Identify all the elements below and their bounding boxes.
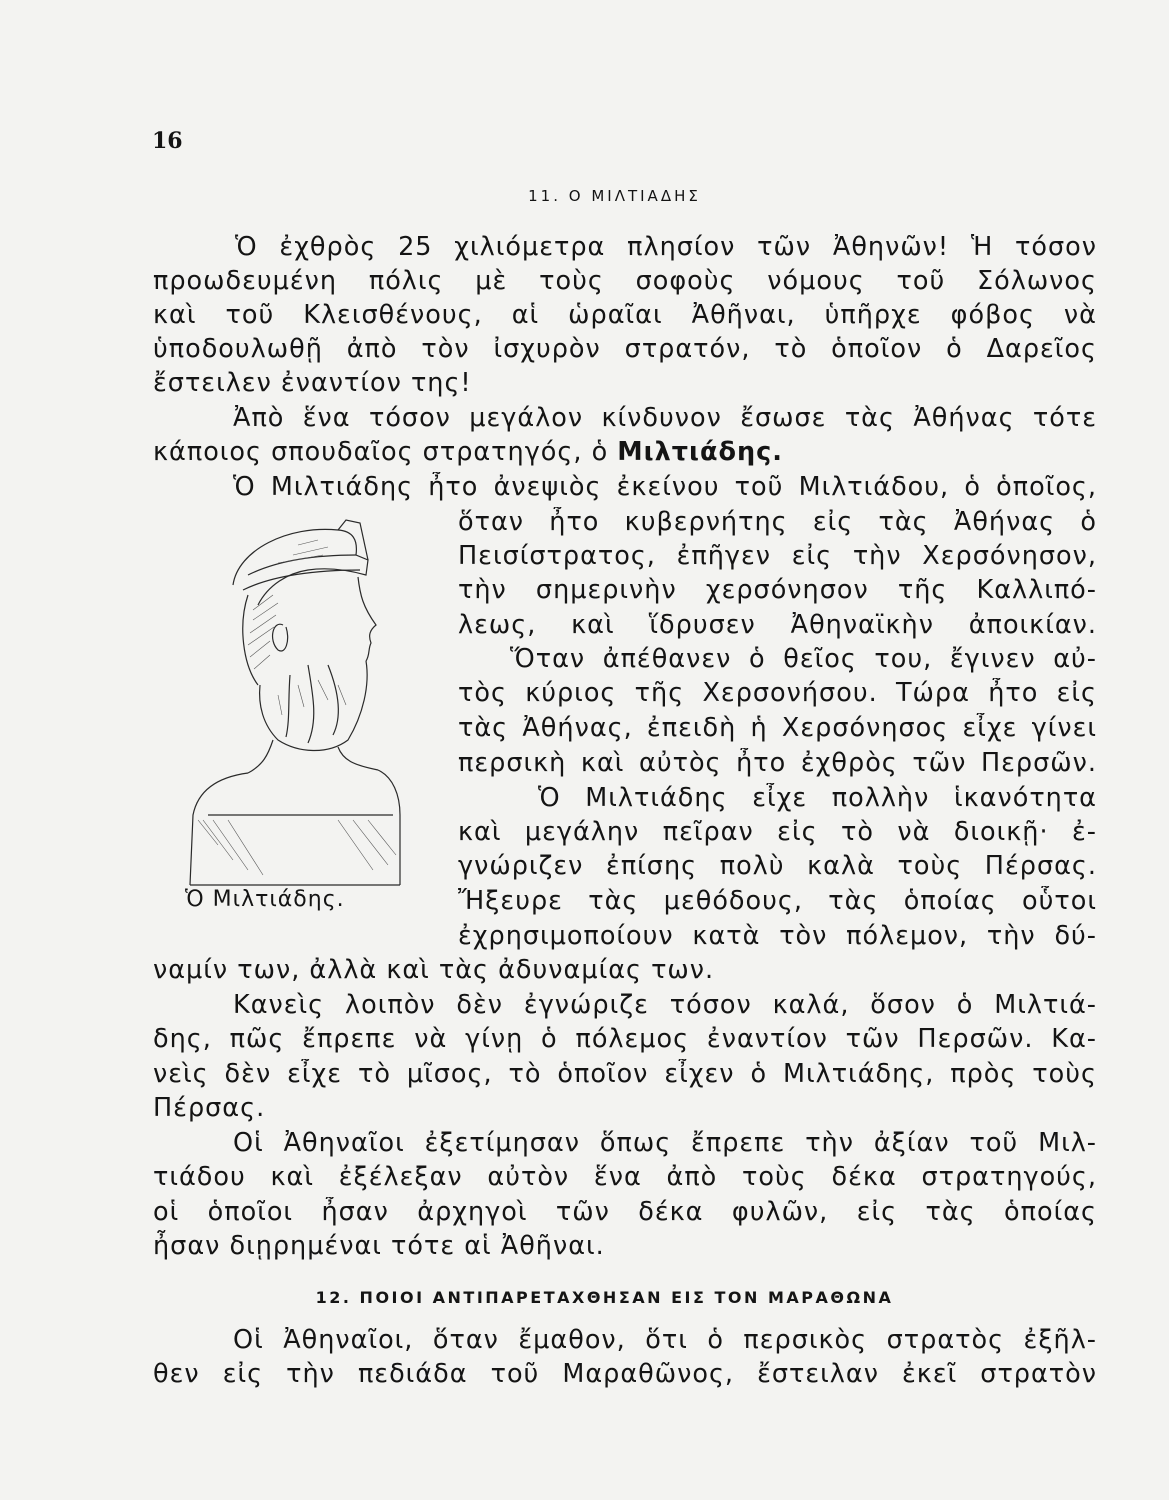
text-line: τὸς κύριος τῆς Χερσονήσου. Τώρα ἦτο εἰς [458, 678, 1097, 708]
text-line-with-name [153, 437, 783, 467]
text-line: Ἤξευρε τὰς μεθόδους, τὰς ὁποίας οὗτοι [458, 886, 1097, 916]
text-line: Ὅταν ἀπέθανεν ὁ θεῖος του, ἔγινεν αὐ- [510, 644, 1097, 674]
text-line: ὑποδουλωθῇ ἀπὸ τὸν ἰσχυρὸν στρατόν, τὸ ὁποῖον ὁ Δαρεῖος [153, 334, 1097, 364]
text-line: Κανεὶς λοιπὸν δὲν ἐγνώριζε τόσον καλά, ὅσον ὁ Μιλτιά- [233, 990, 1097, 1020]
text-line: νεὶς δὲν εἶχε τὸ μῖσος, τὸ ὁποῖον εἶχεν ὁ Μιλτιάδης, πρὸς τοὺς [153, 1059, 1097, 1089]
figure-caption: Ὁ Μιλτιάδης. [185, 887, 345, 912]
page-number: 16 [152, 128, 183, 154]
bold-name: Μιλτιάδης. [617, 437, 783, 467]
text-line: γνώριζεν ἐπίσης πολὺ καλὰ τοὺς Πέρσας. [458, 851, 1097, 881]
text-line: Ὁ ἐχθρὸς 25 χιλιόμετρα πλησίον τῶν Ἀθηνῶν! Ἡ τόσον [235, 232, 1097, 262]
text-line: τιάδου καὶ ἐξέλεξαν αὐτὸν ἕνα ἀπὸ τοὺς δέκα στρατηγούς, [153, 1162, 1097, 1192]
text-line: Ὁ Μιλτιάδης εἶχε πολλὴν ἱκανότητα [538, 783, 1097, 813]
text-line: καὶ τοῦ Κλεισθένους, αἱ ὡραῖαι Ἀθῆναι, ὑπῆρχε φόβος νὰ [153, 300, 1097, 330]
text-line: ναμίν των, ἀλλὰ καὶ τὰς ἀδυναμίας των. [153, 955, 715, 985]
text-line: ἦσαν διῃρημέναι τότε αἱ Ἀθῆναι. [153, 1231, 605, 1261]
text-line: ἐχρησιμοποίουν κατὰ τὸν πόλεμον, τὴν δύ- [458, 921, 1097, 951]
text-line: θεν εἰς τὴν πεδιάδα τοῦ Μαραθῶνος, ἔστειλαν ἐκεῖ στρατὸν [153, 1359, 1097, 1389]
text-line: ὅταν ἦτο κυβερνήτης εἰς τὰς Ἀθήνας ὁ [458, 507, 1097, 537]
section-heading-11: 11. Ο ΜΙΛΤΙΑΔΗΣ [528, 187, 701, 205]
text-line: Οἱ Ἀθηναῖοι ἐξετίμησαν ὅπως ἔπρεπε τὴν ἀξίαν τοῦ Μιλ- [233, 1128, 1097, 1158]
text-line: Οἱ Ἀθηναῖοι, ὅταν ἔμαθον, ὅτι ὁ περσικὸς στρατὸς ἐξῆλ- [233, 1325, 1097, 1355]
text-line: καὶ μεγάλην πεῖραν εἰς τὸ νὰ διοικῇ· ἐ- [458, 817, 1097, 847]
text-line: δης, πῶς ἔπρεπε νὰ γίνῃ ὁ πόλεμος ἐναντίον τῶν Περσῶν. Κα- [153, 1024, 1097, 1054]
text-fragment: κάποιος σπουδαῖος στρατηγός, ὁ [153, 437, 609, 467]
text-line: οἱ ὁποῖοι ἦσαν ἀρχηγοὶ τῶν δέκα φυλῶν, εἰς τὰς ὁποίας [153, 1197, 1097, 1227]
text-line: ἔστειλεν ἐναντίον της! [153, 368, 472, 398]
text-line: περσικὴ καὶ αὐτὸς ἦτο ἐχθρὸς τῶν Περσῶν. [458, 748, 1097, 778]
miltiades-bust-illustration [178, 515, 408, 890]
text-line: τὰς Ἀθήνας, ἐπειδὴ ἡ Χερσόνησος εἶχε γίνει [458, 713, 1097, 743]
text-line: Πέρσας. [153, 1093, 266, 1123]
text-line: Πεισίστρατος, ἐπῆγεν εἰς τὴν Χερσόνησον, [458, 541, 1097, 571]
section-heading-12: 12. ΠΟΙΟΙ ΑΝΤΙΠΑΡΕΤΑΧΘΗΣΑΝ ΕΙΣ ΤΟΝ ΜΑΡΑΘΩΝΑ [315, 1288, 894, 1307]
text-line: λεως, καὶ ἵδρυσεν Ἀθηναϊκὴν ἀποικίαν. [458, 610, 1097, 640]
text-line: τὴν σημερινὴν χερσόνησον τῆς Καλλιπό- [458, 575, 1097, 605]
text-line: προωδευμένη πόλις μὲ τοὺς σοφοὺς νόμους τοῦ Σόλωνος [153, 266, 1097, 296]
text-line: Ὁ Μιλτιάδης ἦτο ἀνεψιὸς ἐκείνου τοῦ Μιλτιάδου, ὁ ὁποῖος, [233, 472, 1097, 502]
text-line: Ἀπὸ ἕνα τόσον μεγάλον κίνδυνον ἔσωσε τὰς Ἀθήνας τότε [233, 403, 1097, 433]
